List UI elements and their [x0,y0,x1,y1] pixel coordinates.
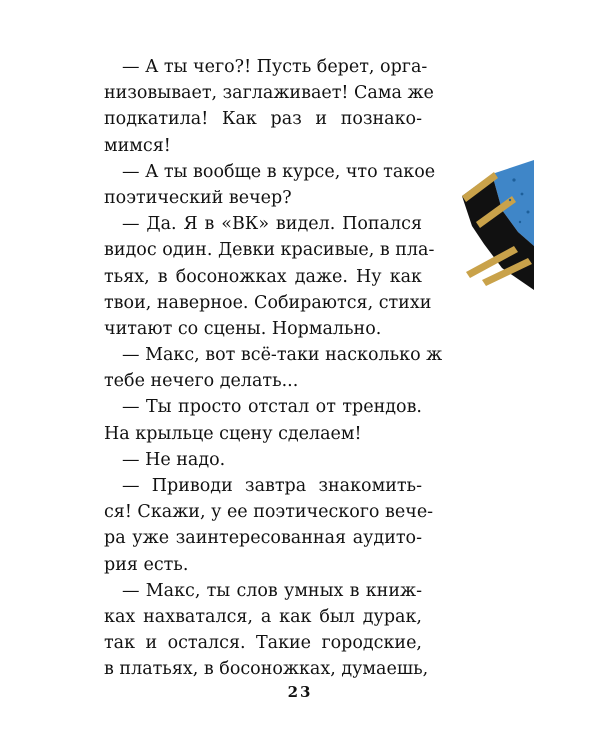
text-line: На крыльце сцену сделаем! [104,423,362,444]
text-line: ках нахватался, а как был дурак, [104,606,422,627]
text-line: в платьях, в босоножках, думаешь, [104,659,429,680]
text-line: — Макс, ты слов умных в книж- [122,580,422,601]
text-line: тьях, в босоножках даже. Ну как [104,266,422,287]
text-line: так и остался. Такие городские, [104,633,422,654]
text-line: низовывает, заглаживает! Сама же [104,83,434,104]
text-line: ся! Скажи, у ее поэтического вече- [104,502,434,523]
text-line: тебе нечего делать... [104,371,299,392]
body-text [104,54,443,683]
text-line: — Ты просто отстал от трендов. [122,397,422,418]
text-line: — Не надо. [122,449,226,470]
text-line: мимся! [104,135,171,156]
text-line: твои, наверное. Собираются, стихи [104,292,432,313]
text-line: — А ты вообще в курсе, что такое [122,161,436,182]
text-line: рия есть. [104,554,189,575]
text-line: видос один. Девки красивые, в пла- [104,240,435,261]
page-number: 23 [287,683,313,701]
text-line: ра уже заинтересованная аудито- [104,528,422,549]
text-line: — А ты чего?! Пусть берет, орга- [122,57,428,77]
text-line: — Да. Я в «ВК» видел. Попался [122,214,422,235]
chair-illustration-icon [462,160,534,305]
text-line: — Приводи завтра знакомить- [122,476,422,496]
text-line: читают со сцены. Нормально. [104,318,382,339]
text-line: поэтический вечер? [104,187,292,208]
text-line: — Макс, вот всё-таки насколько ж [122,345,443,366]
text-line: подкатила! Как раз и познако- [104,109,422,130]
